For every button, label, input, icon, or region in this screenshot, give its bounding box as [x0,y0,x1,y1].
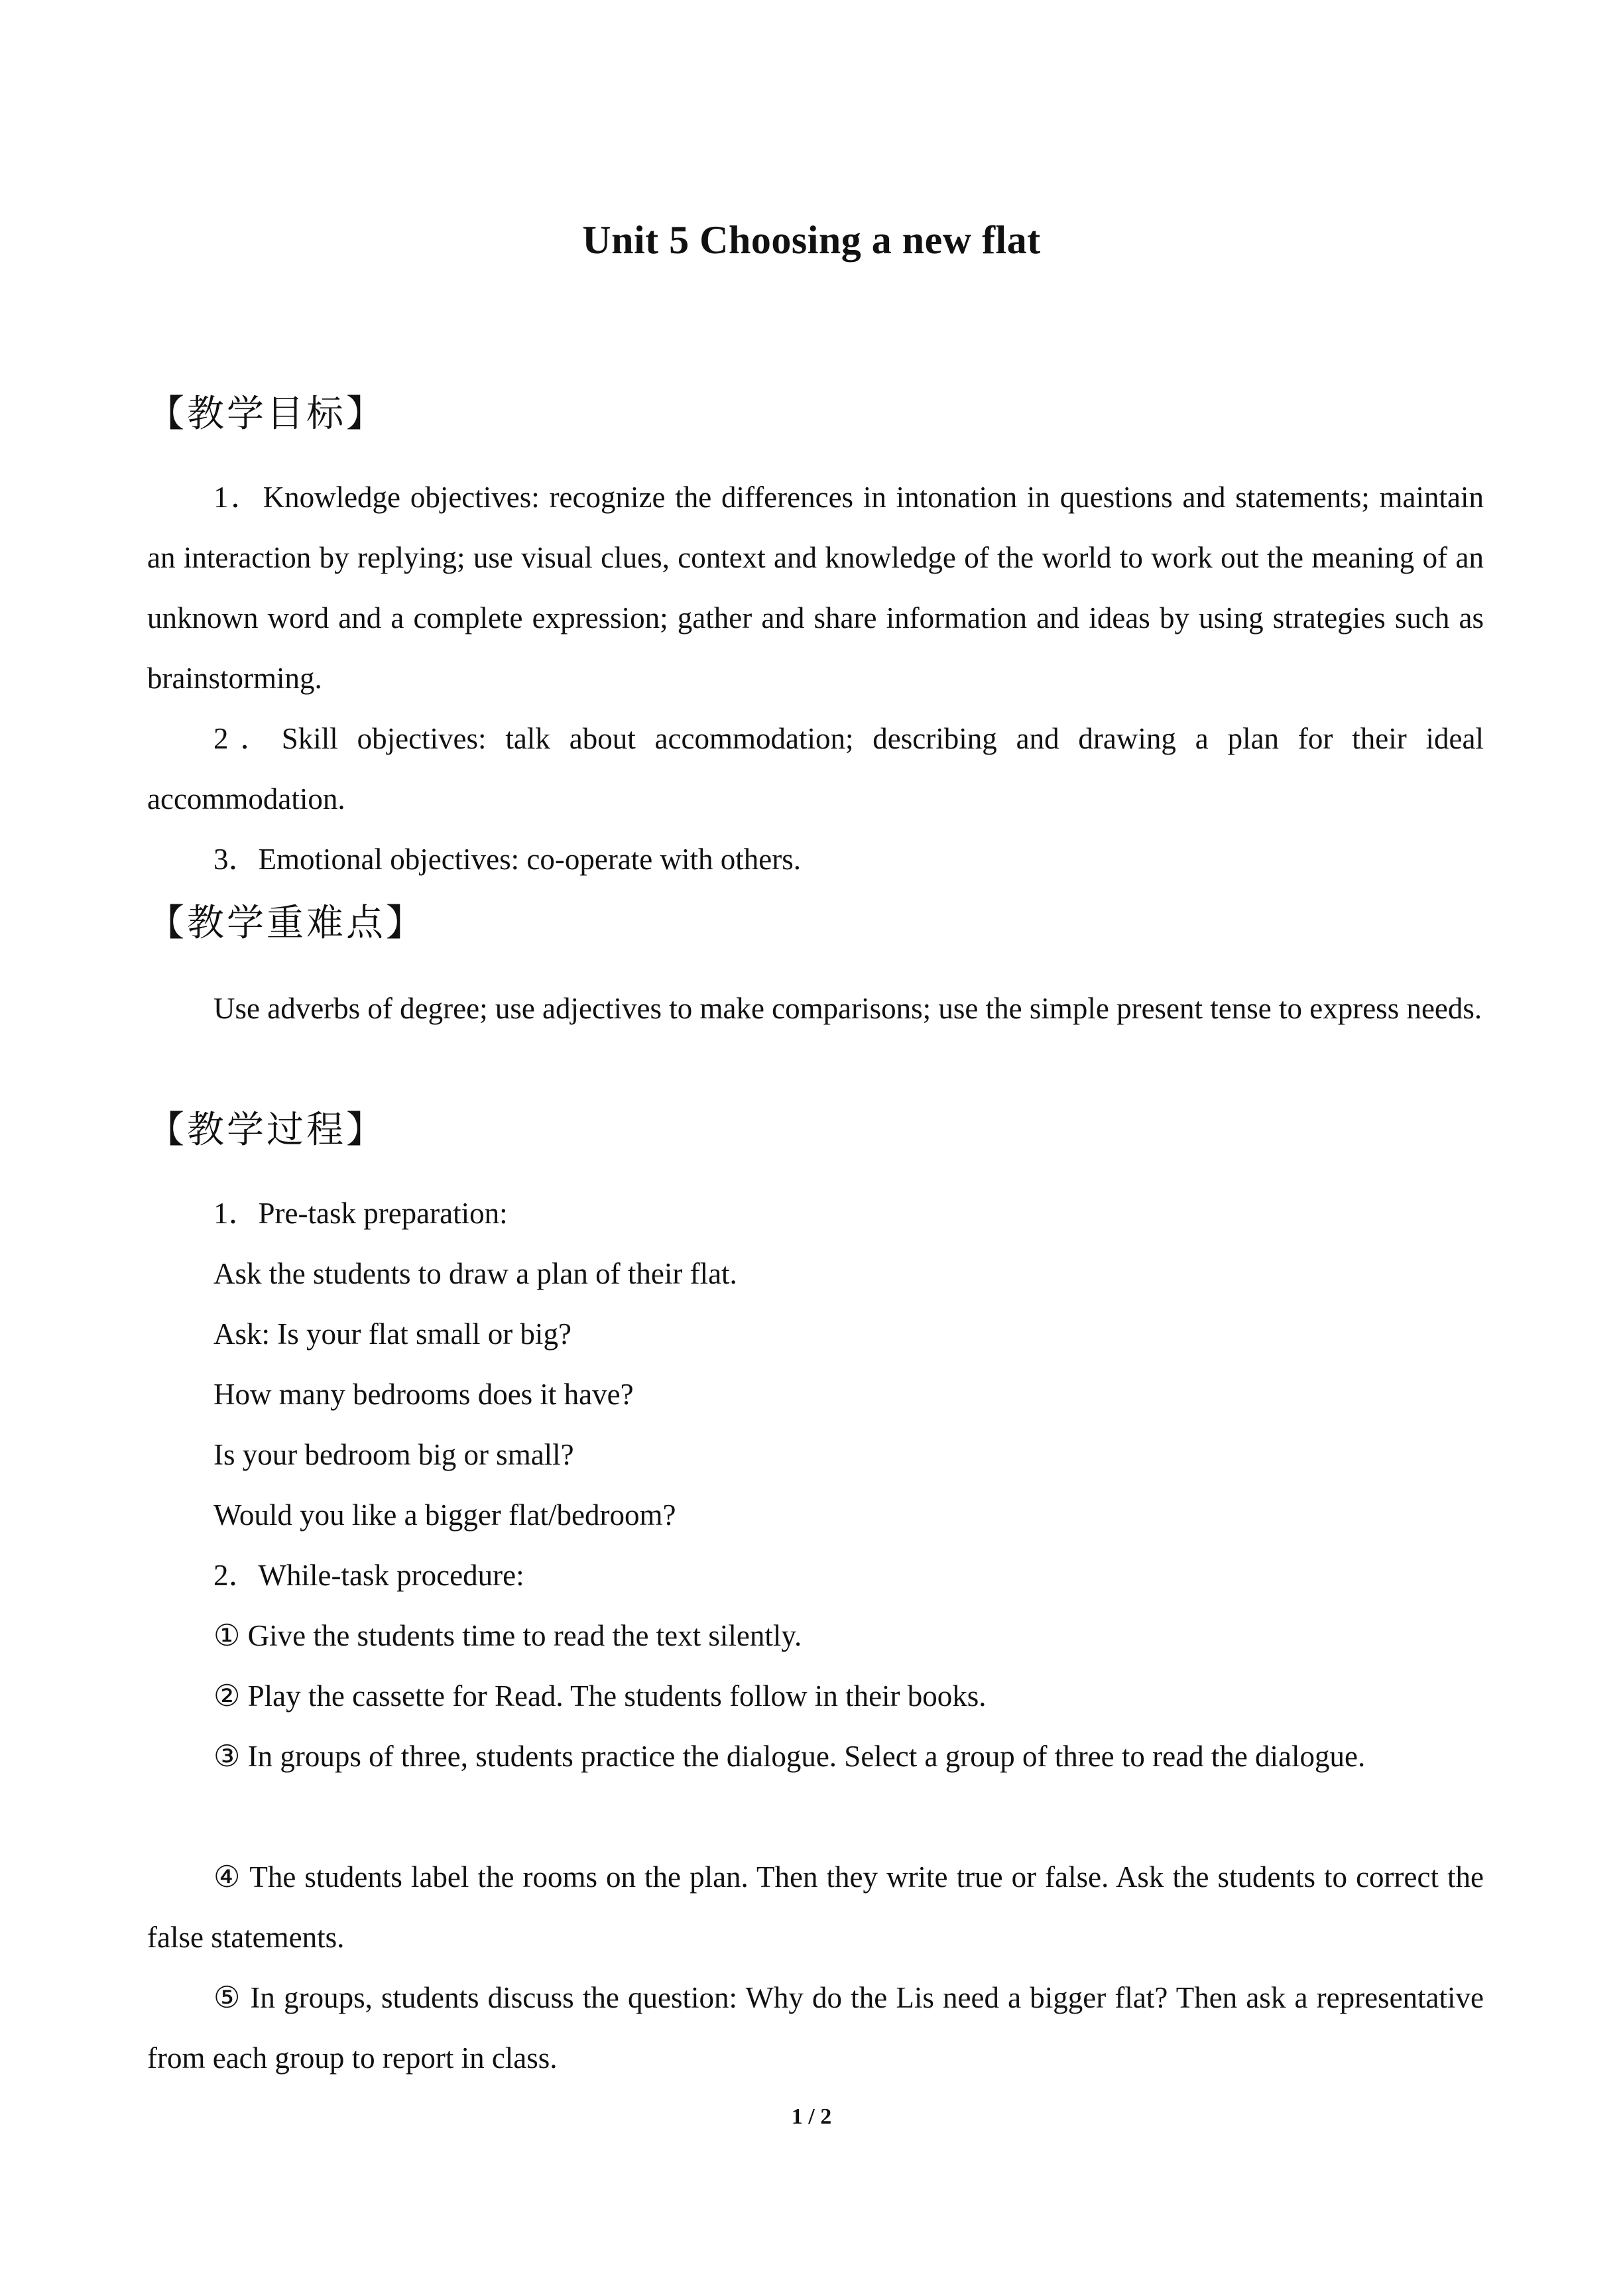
section-heading-key-points: 【教学重难点】 [147,902,426,945]
step1-line: Is your bedroom big or small? [213,1438,574,1471]
step2-title: 2．While-task procedure: [213,1559,524,1592]
document-title: Unit 5 Choosing a new flat [582,218,1041,262]
objective-item-emotional: 3．Emotional objectives: co-operate with others. [213,843,802,876]
process-short-lines [213,1183,1484,1726]
objective-item-skill: 2．Skill objectives: talk about accommodation; describing and drawing a plan for their ideal accommodation. [147,722,1484,816]
step2-item-long: ③ In groups of three, students practice the dialogue. Select a group of three to read the dialogue. [213,1740,1366,1773]
key-points-text: Use adverbs of degree; use adjectives to make comparisons; use the simple present tense to express needs. [213,992,1482,1025]
step1-line: Ask the students to draw a plan of their flat. [213,1257,737,1290]
step2-item: ① Give the students time to read the text silently. [213,1619,802,1652]
objective-item-knowledge: 1．Knowledge objectives: recognize the differences in intonation in questions and statements; maintain an interaction by replying; use visual clues, context and knowledge of the world to work out the meaning of an unknown word and a complete expression; gather and share information and ideas by using strategies such as brainstorming. [147,481,1484,695]
key-points-text-block [147,979,1484,1039]
section-heading-process: 【教学过程】 [147,1109,386,1152]
step1-line: How many bedrooms does it have? [213,1378,634,1411]
step1-line: Would you like a bigger flat/bedroom? [213,1498,676,1532]
section-heading-objectives: 【教学目标】 [147,393,386,436]
step2-item-long: ⑤ In groups, students discuss the question: Why do the Lis need a bigger flat? Then ask a representative from each group to report in class. [147,1981,1484,2075]
step1-line: Ask: Is your flat small or big? [213,1317,571,1351]
step2-item-long: ④ The students label the rooms on the plan. Then they write true or false. Ask the students to correct the false statements. [147,1860,1484,1954]
objectives-list [147,467,1484,890]
page-number: 1 / 2 [791,2104,832,2129]
step1-title: 1．Pre-task preparation: [213,1197,508,1230]
step2-item: ② Play the cassette for Read. The students follow in their books. [213,1679,987,1713]
